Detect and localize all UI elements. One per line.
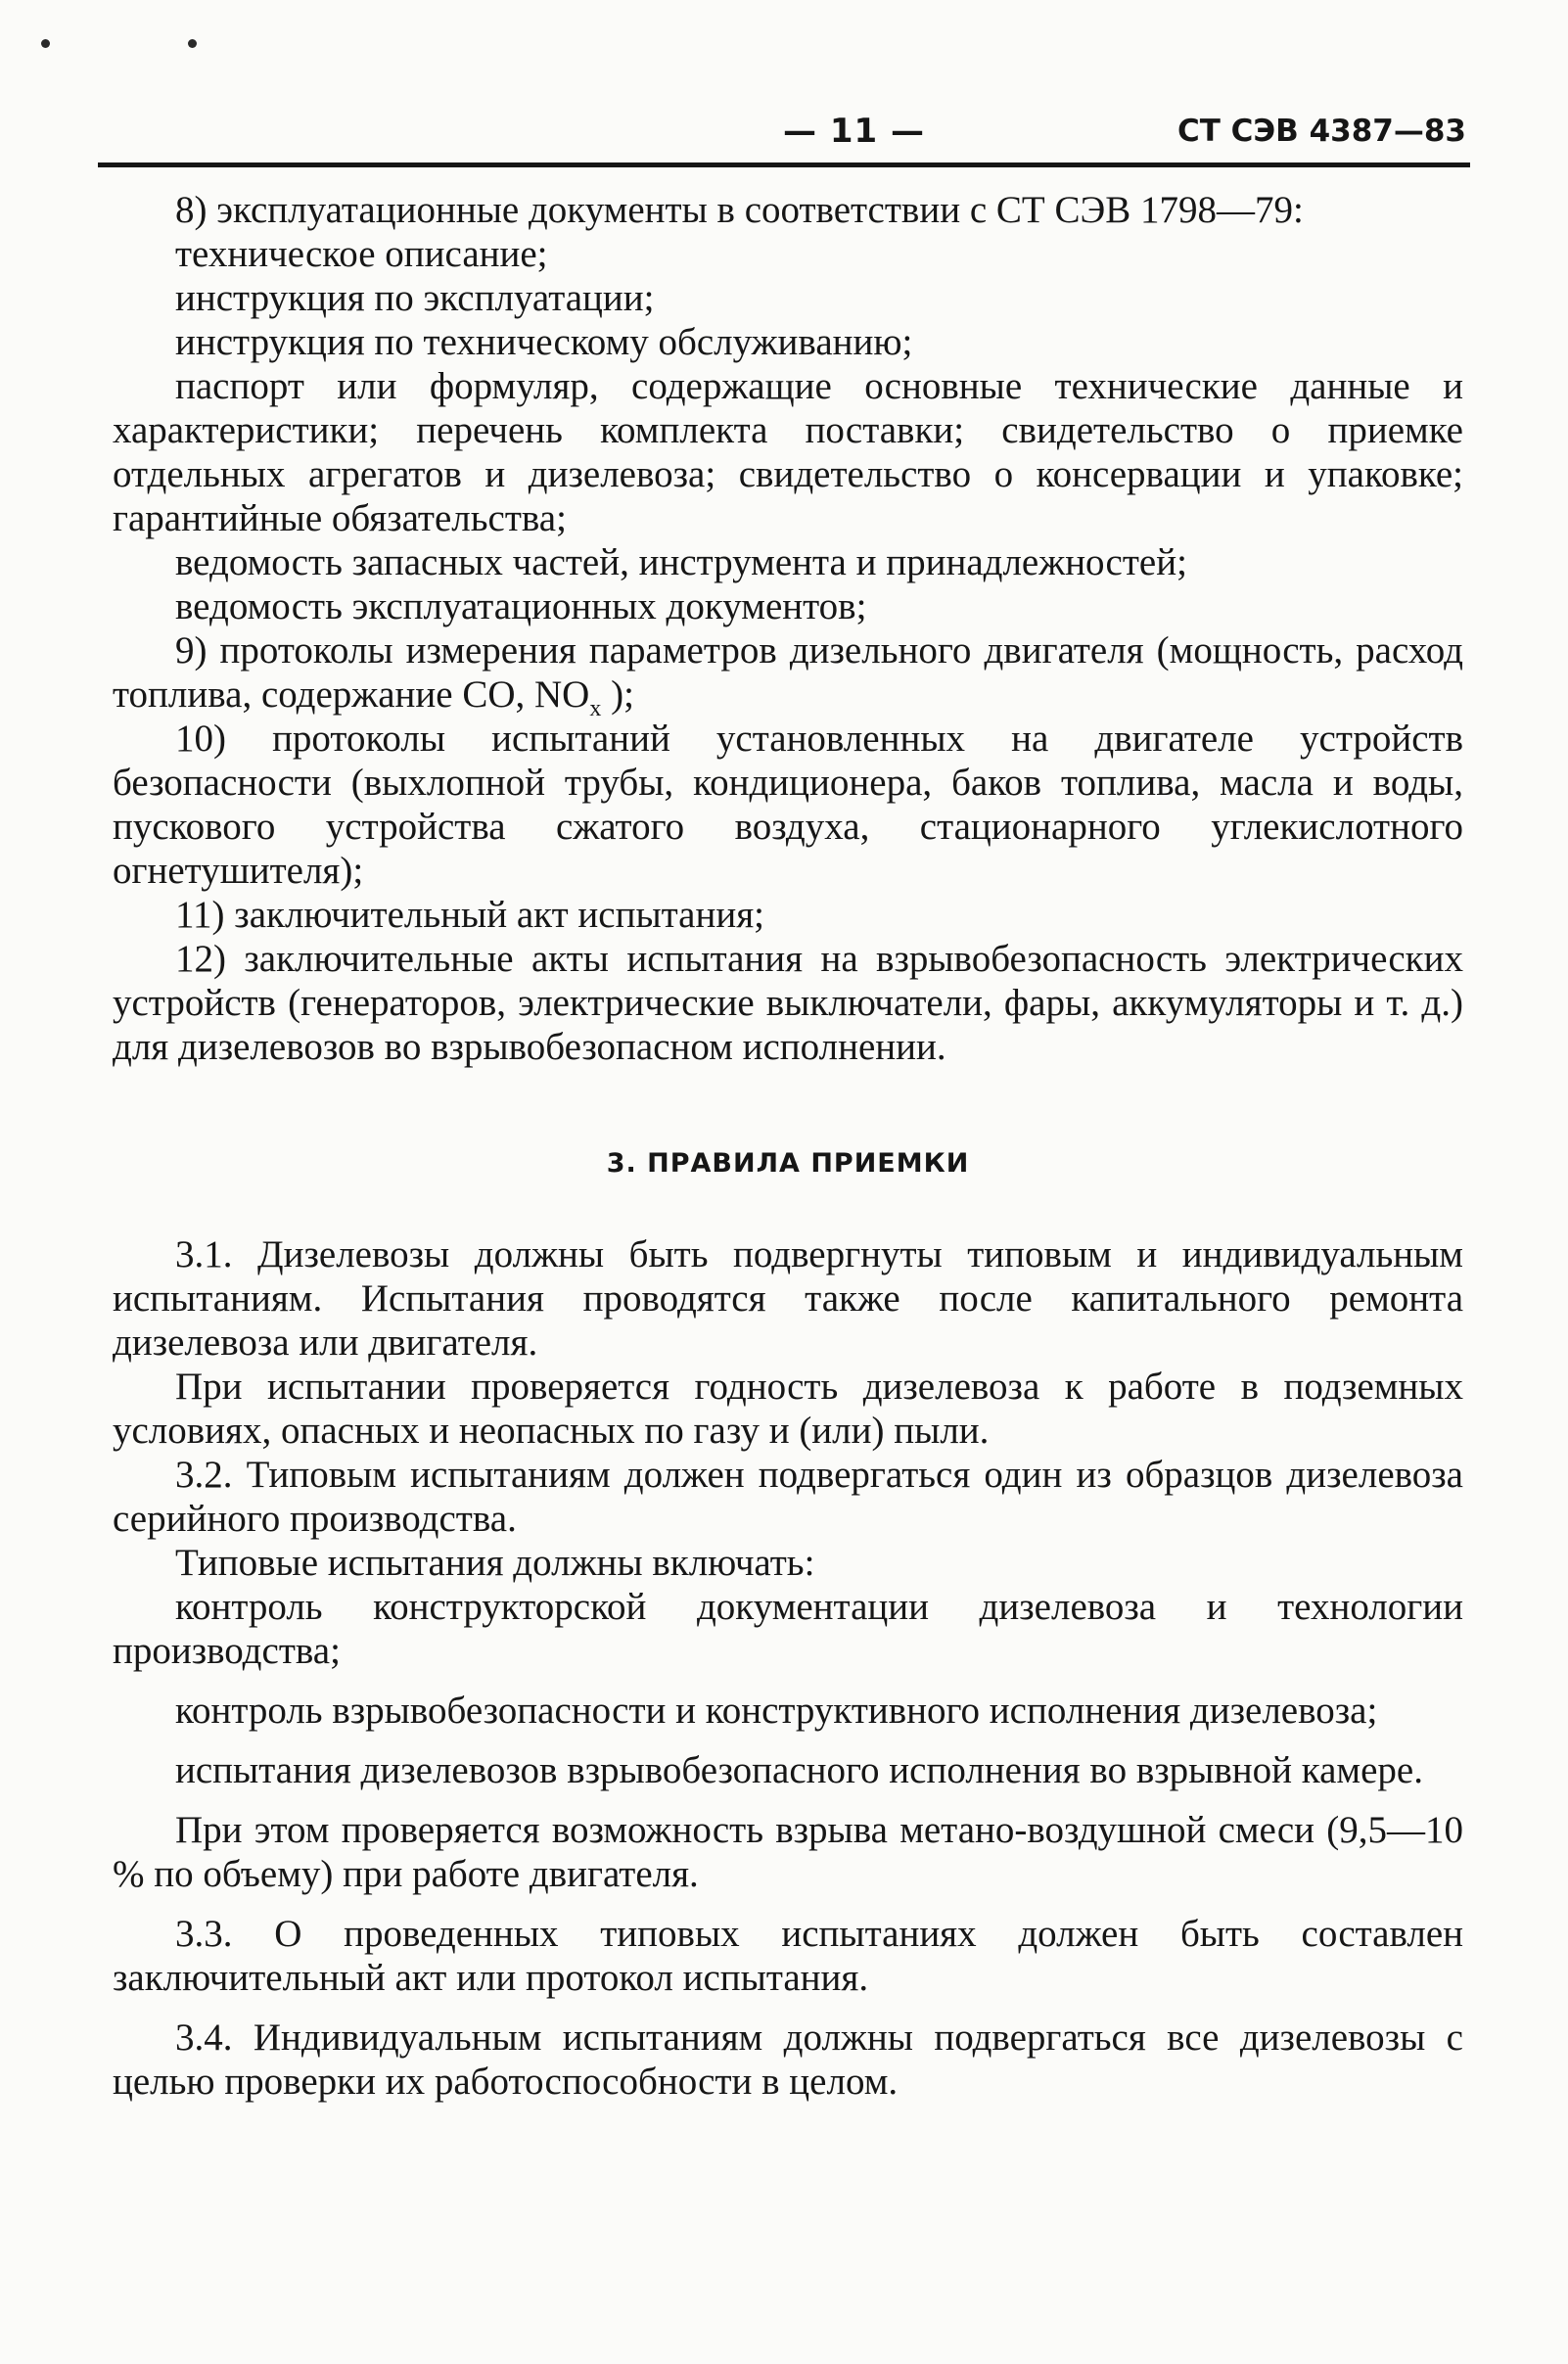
item9-text: 9) протоколы измерения параметров дизельного двигателя (мощность, расход топлива, содержание СО, NO bbox=[113, 629, 1463, 716]
paragraph: При этом проверяется возможность взрыва метано-воздушной смеси (9,5—10 % по объему) при работе двигателя. bbox=[113, 1809, 1463, 1895]
paragraph: При испытании проверяется годность дизелевоза к работе в подземных условиях, опасных и неопасных по газу и (или) пыли. bbox=[113, 1366, 1463, 1452]
paragraph-3-2: 3.2. Типовым испытаниям должен подвергаться один из образцов дизелевоза серийного производства. bbox=[113, 1454, 1463, 1540]
list-item-11: 11) заключительный акт испытания; bbox=[175, 894, 764, 936]
scan-mark-right bbox=[188, 39, 197, 48]
list-item: техническое описание; bbox=[175, 233, 548, 275]
paragraph-3-4: 3.4. Индивидуальным испытаниям должны подвергаться все дизелевозы с целью проверки их работоспособности в целом. bbox=[113, 2016, 1463, 2103]
list-item: паспорт или формуляр, содержащие основные технические данные и характеристики; перечень комплекта поставки; свидетельство о приемке отдельных агрегатов и дизелевоза; свидетельство о консервации и упаковке; гарантийные обязательства; bbox=[113, 365, 1463, 539]
list-item-12: 12) заключительные акты испытания на взрывобезопасность электрических устройств (генераторов, электрические выключатели, фары, аккумуляторы и т. д.) для дизелевозов во взрывобезопасном исполнении. bbox=[113, 938, 1463, 1068]
paragraph: контроль взрывобезопасности и конструктивного исполнения дизелевоза; bbox=[175, 1690, 1378, 1732]
standard-number: СТ СЭВ 4387—83 bbox=[1176, 114, 1466, 149]
paragraph: Типовые испытания должны включать: bbox=[175, 1542, 815, 1584]
list-item: инструкция по эксплуатации; bbox=[175, 277, 655, 319]
paragraph: испытания дизелевозов взрывобезопасного исполнения во взрывной камере. bbox=[175, 1749, 1423, 1791]
page-header bbox=[108, 106, 1466, 164]
header-rule bbox=[98, 162, 1470, 167]
section-title: 3. ПРАВИЛА ПРИЕМКИ bbox=[606, 1148, 970, 1179]
paragraph-3-3: 3.3. О проведенных типовых испытаниях должен быть составлен заключительный акт или протокол испытания. bbox=[113, 1913, 1463, 1999]
scan-mark-left bbox=[41, 39, 50, 48]
list-item: ведомость запасных частей, инструмента и принадлежностей; bbox=[175, 541, 1187, 583]
list-item-9 bbox=[113, 628, 1463, 721]
paragraph: контроль конструкторской документации дизелевоза и технологии производства; bbox=[113, 1586, 1463, 1672]
list-item-8: 8) эксплуатационные документы в соответствии с СТ СЭВ 1798—79: bbox=[175, 189, 1304, 231]
list-item-10: 10) протоколы испытаний установленных на двигателе устройств безопасности (выхлопной трубы, кондиционера, баков топлива, масла и воды, пускового устройства сжатого воздуха, стационарного углекислотного огнетушителя); bbox=[113, 718, 1463, 892]
paragraph-3-1: 3.1. Дизелевозы должны быть подвергнуты типовым и индивидуальным испытаниям. Испытания проводятся также после капитального ремонта дизелевоза или двигателя. bbox=[113, 1233, 1463, 1364]
list-item: ведомость эксплуатационных документов; bbox=[175, 585, 867, 627]
document-body bbox=[113, 188, 1463, 2104]
item9-tail: ); bbox=[601, 673, 634, 716]
item9-subscript: x bbox=[589, 695, 602, 721]
list-item: инструкция по техническому обслуживанию; bbox=[175, 321, 913, 363]
page-number: — 11 — bbox=[783, 112, 925, 151]
